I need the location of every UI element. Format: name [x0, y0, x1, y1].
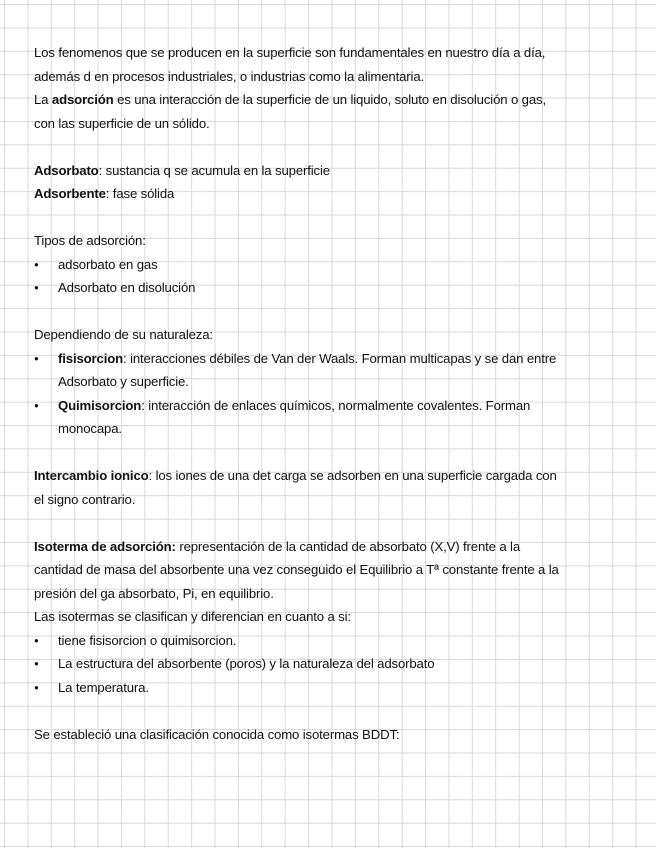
- intercambio-text: : los iones de una det carga se adsorben en una superficie cargada con: [148, 468, 557, 483]
- quimisorcion-text: : interacción de enlaces químicos, normalmente covalentes. Forman: [141, 397, 531, 413]
- spacer: [34, 511, 626, 535]
- isoterma-line-3: presión del ga absorbato, Pi, en equilibrio.: [34, 585, 274, 601]
- intro-line-2: además d en procesos industriales, o industrias como la alimentaria.: [34, 68, 425, 84]
- isoterma-term: Isoterma de adsorción:: [34, 538, 176, 554]
- isoterma-item-temperatura: ● La temperatura.: [34, 676, 626, 700]
- naturaleza-heading: Dependiendo de su naturaleza:: [34, 327, 213, 342]
- quimisorcion-item: [34, 394, 626, 418]
- spacer: [34, 699, 626, 723]
- intro-prefix: La: [34, 92, 52, 107]
- adsorbente-definition: [34, 182, 626, 206]
- intercambio-line-2: el signo contrario.: [34, 491, 136, 507]
- intro-line-3-rest: es una interacción de la superficie de un liquido, soluto en disolución o gas,: [113, 92, 546, 107]
- isoterma-text: representación de la cantidad de absorbato (X,V) frente a la: [175, 538, 521, 554]
- tipos-item-disolucion: ● Adsorbato en disolución: [34, 276, 626, 300]
- intercambio-line-1: [34, 464, 626, 488]
- adsorbente-term: Adsorbente: [34, 186, 106, 201]
- spacer: [34, 300, 626, 324]
- fisisorcion-item: [34, 347, 626, 371]
- intro-line-4: con las superficie de un sólido.: [34, 115, 210, 131]
- isoterma-item-sorcion: ● tiene fisisorcion o quimisorcion.: [34, 629, 626, 653]
- adsorbato-term: Adsorbato: [34, 162, 99, 178]
- closing-line: Se estableció una clasificación conocida como isotermas BDDT:: [34, 726, 400, 742]
- spacer: [34, 206, 626, 230]
- spacer: [34, 441, 626, 465]
- adsorbato-text: : sustancia q se acumula en la superficie: [98, 162, 330, 178]
- fisisorcion-term: fisisorcion: [58, 350, 124, 366]
- tipos-heading: Tipos de adsorción:: [34, 233, 146, 248]
- intro-line-1: Los fenomenos que se producen en la superficie son fundamentales en nuestro día a día,: [34, 45, 546, 60]
- adsorbente-text: : fase sólida: [105, 186, 175, 201]
- fisisorcion-text: : interacciones débiles de Van der Waals. Forman multicapas y se dan entre: [123, 350, 557, 366]
- fisisorcion-continuation: Adsorbato y superficie.: [58, 374, 189, 389]
- isoterma-line-4: Las isotermas se clasifican y diferencian en cuanto a si:: [34, 609, 351, 624]
- isoterma-line-2: cantidad de masa del absorbente una vez conseguido el Equilibrio a Tª constante frente a la: [34, 562, 559, 577]
- adsorbato-definition: [34, 159, 626, 183]
- intercambio-term: Intercambio ionico: [34, 468, 149, 483]
- isoterma-item-estructura: ● La estructura del absorbente (poros) y la naturaleza del adsorbato: [34, 652, 626, 676]
- intro-line-3: [34, 88, 626, 112]
- quimisorcion-term: Quimisorcion: [58, 397, 142, 413]
- adsorcion-term: adsorción: [51, 92, 114, 107]
- isoterma-line-1: [34, 535, 626, 559]
- quimisorcion-continuation: monocapa.: [58, 421, 122, 436]
- spacer: [34, 135, 626, 159]
- tipos-item-gas: ● adsorbato en gas: [34, 253, 626, 277]
